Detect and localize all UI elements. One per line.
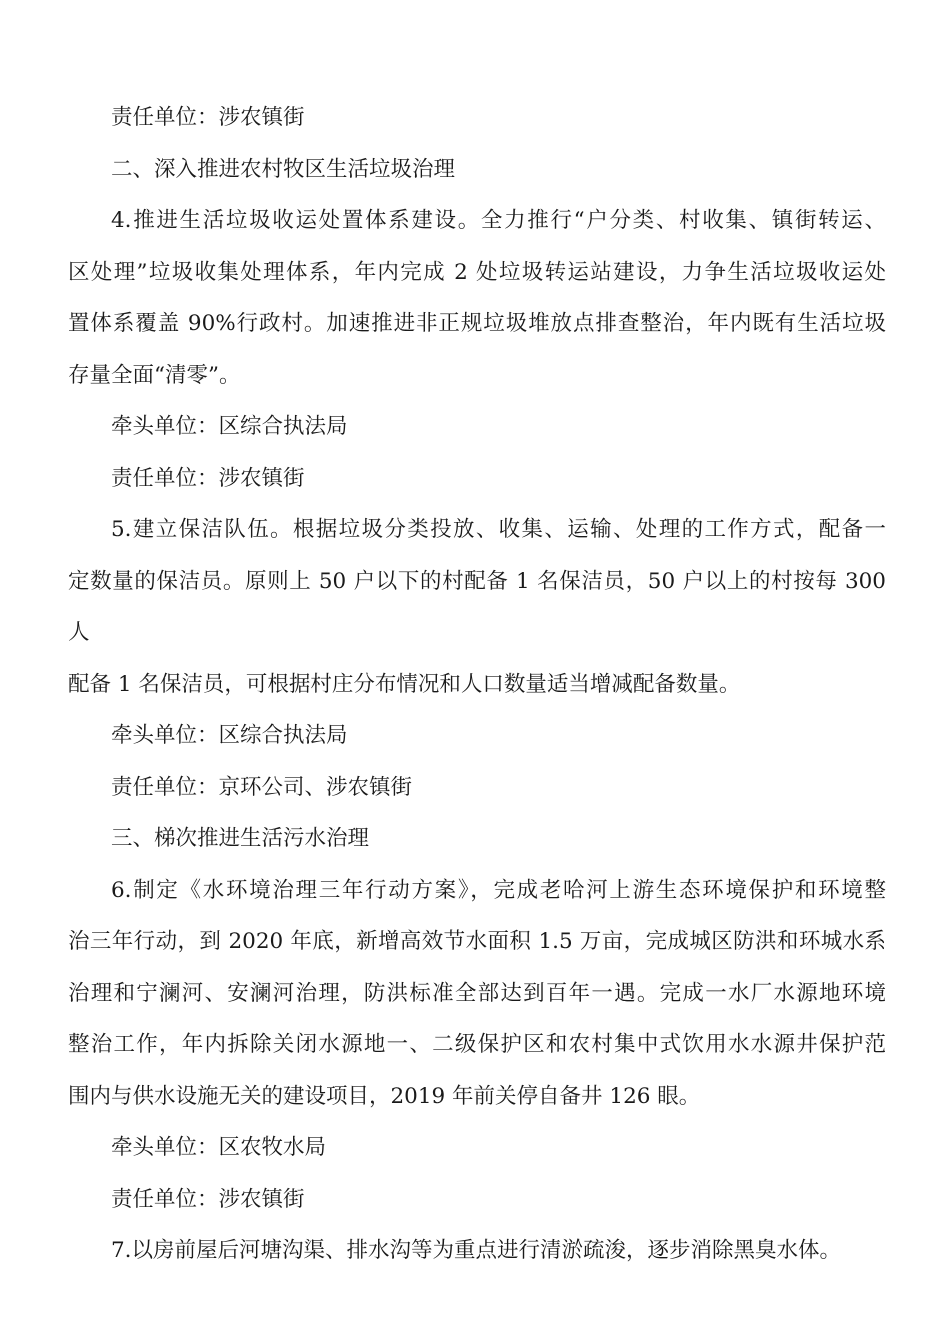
paragraph-line: 存量全面“清零”。 xyxy=(68,362,241,388)
paragraph-line: 置体系覆盖 90%行政村。加速推进非正规垃圾堆放点排查整治，年内既有生活垃圾 xyxy=(68,311,886,336)
responsible-unit-label: 责任单位：涉农镇街 xyxy=(111,465,305,491)
section-heading-2: 二、深入推进农村牧区生活垃圾治理 xyxy=(111,156,456,182)
paragraph-line: 配备 1 名保洁员，可根据村庄分布情况和人口数量适当增减配备数量。 xyxy=(68,671,741,697)
paragraph-line: 治理和宁澜河、安澜河治理，防洪标准全部达到百年一遇。完成一水厂水源地环境 xyxy=(68,980,886,1006)
paragraph-line: 4.推进生活垃圾收运处置体系建设。全力推行“户分类、村收集、镇街转运、 xyxy=(111,208,886,233)
paragraph-line: 治三年行动，到 2020 年底，新增高效节水面积 1.5 万亩，完成城区防洪和环城水系 xyxy=(68,929,886,954)
lead-unit-label: 牵头单位：区综合执法局 xyxy=(111,414,348,439)
responsible-unit-label: 责任单位：涉农镇街 xyxy=(111,105,305,130)
paragraph-line: 6.制定《水环境治理三年行动方案》，完成老哈河上游生态环境保护和环境整 xyxy=(111,877,886,903)
paragraph-item-4 xyxy=(68,195,886,401)
document-body xyxy=(68,92,886,1277)
paragraph-item-7 xyxy=(68,1225,886,1277)
paragraph-line: 区处理”垃圾收集处理体系，年内完成 2 处垃圾转运站建设，力争生活垃圾收运处 xyxy=(68,259,886,285)
paragraph-line: 围内与供水设施无关的建设项目，2019 年前关停自备井 126 眼。 xyxy=(68,1083,701,1109)
paragraph-item-6 xyxy=(68,865,886,1123)
lead-unit-label: 牵头单位：区农牧水局 xyxy=(111,1135,327,1160)
responsible-unit-label: 责任单位：涉农镇街 xyxy=(111,1186,305,1212)
paragraph-line: 整治工作，年内拆除关闭水源地一、二级保护区和农村集中式饮用水水源井保护范 xyxy=(68,1032,886,1057)
section-heading-3: 三、梯次推进生活污水治理 xyxy=(111,826,370,851)
paragraph-line: 5.建立保洁队伍。根据垃圾分类投放、收集、运输、处理的工作方式，配备一 xyxy=(111,517,886,542)
lead-unit-label: 牵头单位：区综合执法局 xyxy=(111,723,348,748)
responsible-unit-label: 责任单位：京环公司、涉农镇街 xyxy=(111,774,413,800)
paragraph-line: 定数量的保洁员。原则上 50 户以下的村配备 1 名保洁员，50 户以上的村按每 300 人 xyxy=(68,568,886,645)
paragraph-line: 7.以房前屋后河塘沟渠、排水沟等为重点进行清淤疏浚，逐步消除黑臭水体。 xyxy=(111,1238,842,1263)
paragraph-item-5 xyxy=(68,504,886,710)
